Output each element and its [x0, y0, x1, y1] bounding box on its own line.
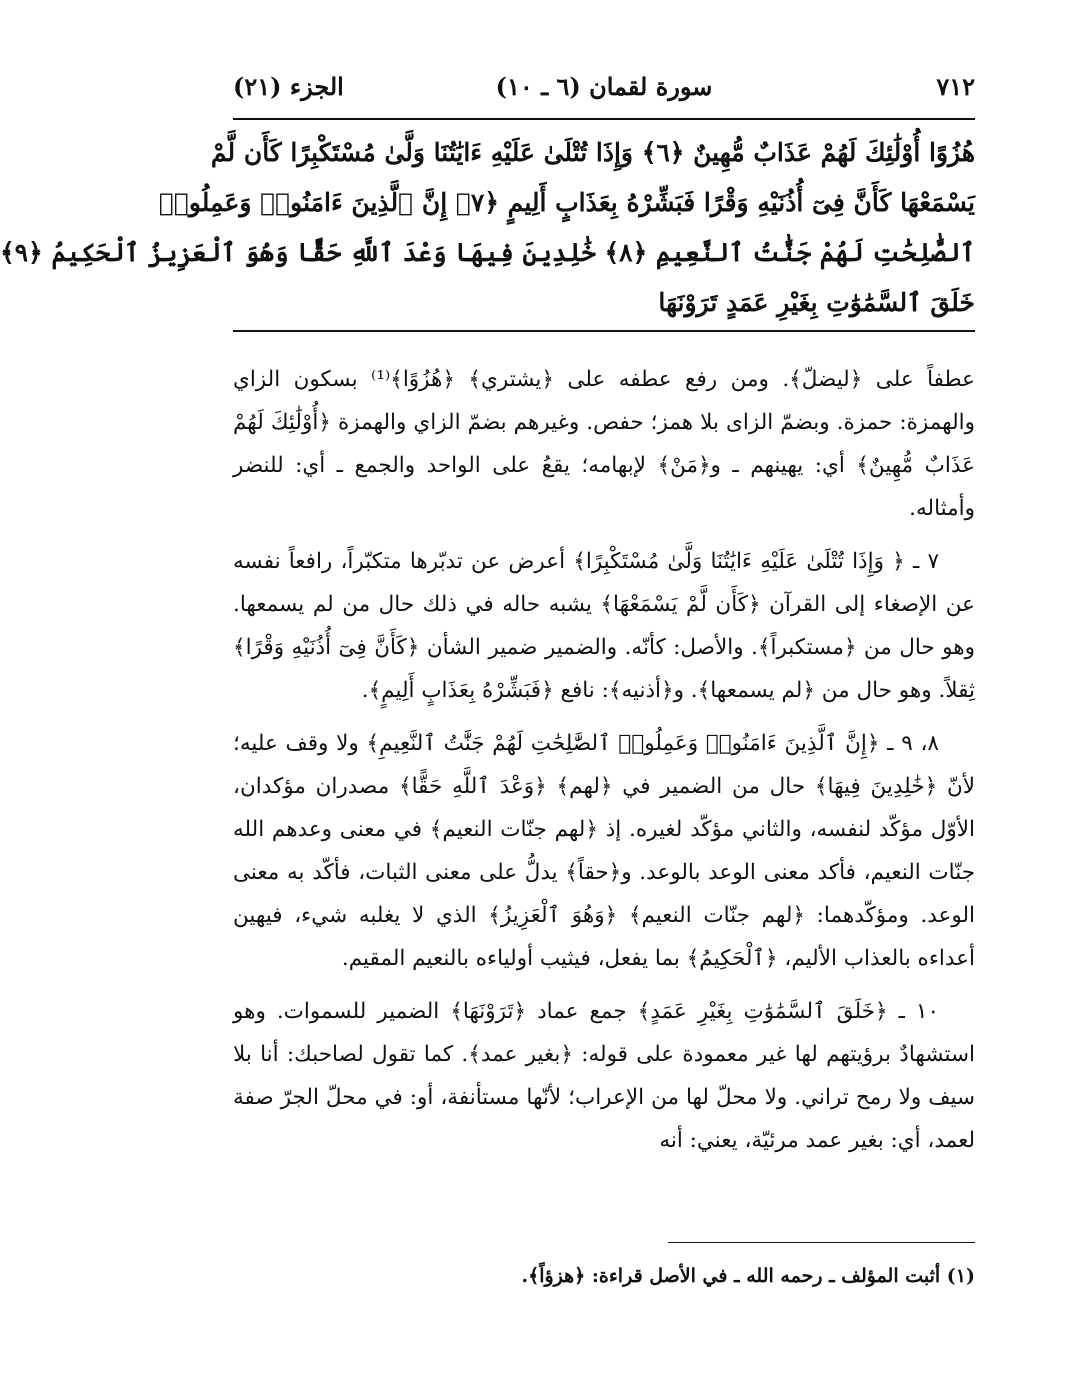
verses-rule: [233, 330, 975, 332]
quran-verses: [0, 128, 975, 328]
quran-line: ٱلصَّٰلِحَٰتِ لَهُمْ جَنَّٰتُ ٱلنَّعِيمِ ﴿٨﴾ خَٰلِدِينَ فِيهَا وَعْدَ ٱللَّهِ حَقًّا وَهُوَ ٱلْعَزِيزُ ٱلْحَكِيمُ ﴿٩﴾: [0, 238, 975, 267]
commentary-paragraph: ٧ ـ ﴿ وَإِذَا تُتْلَىٰ عَلَيْهِ ءَايَٰتُنَا وَلَّىٰ مُسْتَكْبِرًا﴾ أعرض عن تدبّرها متكبّراً، رافعاً نفسه عن الإصغاء إلى القرآن ﴿كَأَن لَّمْ يَسْمَعْهَا﴾ يشبه حاله في ذلك حال من لم يسمعها. وهو حال من ﴿مستكبراً﴾. والأصل: كأنّه. والضمير ضمير الشأن ﴿كَأَنَّ فِىٓ أُذُنَيْهِ وَقْرًا﴾ ثِقلاً. وهو حال من ﴿لم يسمعها﴾. و﴿أذنيه﴾: نافع ﴿فَبَشِّرْهُ بِعَذَابٍ أَلِيمٍ﴾.: [233, 549, 975, 703]
quran-line: خَلَقَ ٱلسَّمَٰوَٰتِ بِغَيْرِ عَمَدٍ تَرَوْنَهَا: [658, 288, 975, 317]
commentary-paragraph: عطفاً على ﴿ليضلّ﴾. ومن رفع عطفه على ﴿يشتري﴾ ﴿هُزُوًا﴾⁽¹⁾ بسكون الزاي والهمزة: حمزة. وبضمّ الزاى بلا همز؛ حفص. وغيرهم بضمّ الزاي والهمزة ﴿أُوْلَٰئِكَ لَهُمْ عَذَابٌ مُّهِينٌ﴾ أي: يهينهم ـ و﴿مَنْ﴾ لإبهامه؛ يقعُ على الواحد والجمع ـ أي: للنضر وأمثاله.: [233, 367, 975, 521]
surah-title: سورة لقمان (٦ ـ ١٠): [495, 72, 713, 101]
page-number: ٧١٢: [936, 72, 975, 101]
footnote-rule: [668, 1242, 975, 1243]
commentary-paragraph: ٨، ٩ ـ ﴿إِنَّ ٱلَّذِينَ ءَامَنُوا۟ وَعَمِلُوا۟ ٱلصَّٰلِحَٰتِ لَهُمْ جَنَّٰتُ ٱلنَّعِيمِ﴾ ولا وقف عليه؛ لأنّ ﴿خَٰلِدِينَ فِيهَا﴾ حال من الضمير في ﴿لهم﴾ ﴿وَعْدَ ٱللَّهِ حَقًّا﴾ مصدران مؤكدان، الأوّل مؤكّد لنفسه، والثاني مؤكّد لغيره. إذ ﴿لهم جنّات النعيم﴾ في معنى وعدهم الله جنّات النعيم، فأكد معنى الوعد بالوعد. و﴿حقاً﴾ يدلُّ على معنى الثبات، فأكّد به معنى الوعد. ومؤكّدهما: ﴿لهم جنّات النعيم﴾ ﴿وَهُوَ ٱلْعَزِيزُ﴾ الذي لا يغلبه شيء، فيهين أعداءه بالعذاب الأليم، ﴿ٱلْحَكِيمُ﴾ بما يفعل، فيثيب أولياءه بالنعيم المقيم.: [233, 731, 975, 971]
page-header: [233, 68, 975, 108]
juz-label: الجزء (٢١): [233, 72, 344, 101]
commentary: [233, 358, 975, 1172]
commentary-paragraph: ١٠ ـ ﴿خَلَقَ ٱلسَّمَٰوَٰتِ بِغَيْرِ عَمَدٍ﴾ جمع عماد ﴿تَرَوْنَهَا﴾ الضمير للسموات. وهو استشهادٌ برؤيتهم لها غير معمودة على قوله: ﴿بغير عمد﴾. كما تقول لصاحبك: أنا بلا سيف ولا رمح تراني. ولا محلّ لها من الإعراب؛ لأنّها مستأنفة، أو: في محلّ الجرّ صفة لعمد، أي: بغير عمد مرئيّة، يعني: أنه: [233, 999, 975, 1153]
header-rule: [233, 118, 975, 120]
footnote: (١) أثبت المؤلف ـ رحمه الله ـ في الأصل قراءة: ﴿هزؤاً﴾.: [521, 1265, 975, 1287]
quran-line: هُزُوًا أُوْلَٰئِكَ لَهُمْ عَذَابٌ مُّهِينٌ ﴿٦﴾ وَإِذَا تُتْلَىٰ عَلَيْهِ ءَايَٰتُنَا وَلَّىٰ مُسْتَكْبِرًا كَأَن لَّمْ: [210, 138, 975, 167]
quran-line: يَسْمَعْهَا كَأَنَّ فِىٓ أُذُنَيْهِ وَقْرًا فَبَشِّرْهُ بِعَذَابٍ أَلِيمٍ ﴿٧﴾ إِنَّ ٱلَّذِينَ ءَامَنُوا۟ وَعَمِلُوا۟: [158, 188, 975, 217]
